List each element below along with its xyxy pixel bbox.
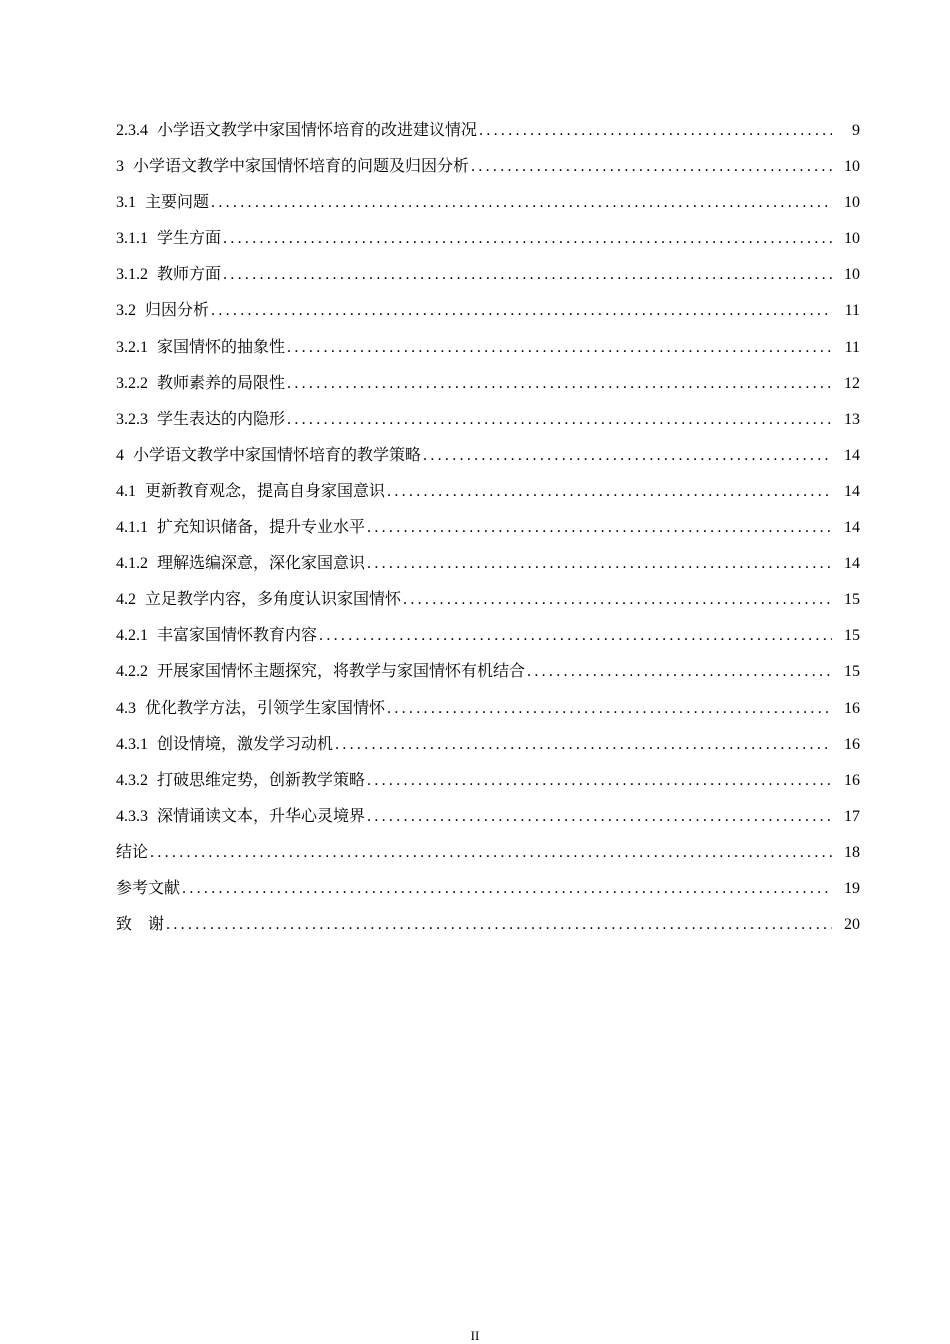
toc-entry[interactable]: [116, 371, 860, 407]
toc-entry[interactable]: [116, 262, 860, 298]
toc-entry-title: 主要问题: [145, 192, 210, 212]
toc-entry-page-number: 14: [844, 519, 860, 537]
toc-dot-leader: [211, 191, 832, 215]
toc-entry[interactable]: [116, 298, 860, 334]
toc-entry-page-number: 10: [844, 194, 860, 212]
toc-entry-title: 丰富家国情怀教育内容: [157, 625, 318, 645]
toc-entry-number: 4.3: [116, 699, 136, 717]
toc-entry-page-number: 10: [844, 266, 860, 284]
table-of-contents: [116, 118, 860, 948]
toc-entry-number: 3.1: [116, 194, 136, 212]
toc-entry-page-number: 10: [844, 158, 860, 176]
toc-entry-title: 归因分析: [145, 300, 210, 320]
toc-entry-page-number: 16: [844, 735, 860, 753]
toc-entry-page-number: 18: [844, 843, 860, 861]
toc-dot-leader: [211, 299, 832, 323]
toc-entry[interactable]: [116, 732, 860, 768]
toc-entry-title: 打破思维定势，创新教学策略: [157, 769, 366, 789]
toc-entry-number: 3.2.1: [116, 338, 148, 356]
toc-dot-leader: [182, 877, 832, 901]
toc-entry[interactable]: [116, 768, 860, 804]
toc-entry-title: 小学语文教学中家国情怀培育的问题及归因分析: [133, 156, 470, 176]
toc-entry-page-number: 14: [844, 446, 860, 464]
toc-entry-title: 结论: [116, 841, 149, 861]
toc-dot-leader: [367, 769, 832, 793]
toc-entry-title: 立足教学内容，多角度认识家国情怀: [145, 589, 402, 609]
toc-entry[interactable]: [116, 912, 860, 948]
toc-entry-title: 开展家国情怀主题探究，将教学与家国情怀有机结合: [157, 661, 526, 681]
toc-entry[interactable]: [116, 876, 860, 912]
toc-dot-leader: [223, 227, 832, 251]
toc-entry-title: 小学语文教学中家国情怀培育的教学策略: [133, 444, 422, 464]
toc-dot-leader: [287, 336, 832, 360]
toc-entry[interactable]: [116, 443, 860, 479]
toc-entry[interactable]: [116, 840, 860, 876]
toc-dot-leader: [479, 119, 832, 143]
toc-dot-leader: [423, 444, 832, 468]
toc-dot-leader: [387, 697, 832, 721]
toc-dot-leader: [287, 408, 832, 432]
toc-entry[interactable]: [116, 335, 860, 371]
toc-dot-leader: [471, 155, 832, 179]
toc-entry-number: 4.3.2: [116, 771, 148, 789]
toc-entry[interactable]: [116, 515, 860, 551]
toc-dot-leader: [403, 588, 832, 612]
toc-entry-page-number: 15: [844, 663, 860, 681]
toc-dot-leader: [367, 805, 832, 829]
toc-entry-page-number: 13: [844, 410, 860, 428]
toc-entry-page-number: 15: [844, 591, 860, 609]
toc-entry-number: 4.2.1: [116, 627, 148, 645]
toc-entry-title: 扩充知识储备，提升专业水平: [157, 517, 366, 537]
toc-entry-title: 教师方面: [157, 264, 222, 284]
toc-entry-page-number: 11: [844, 302, 860, 320]
toc-dot-leader: [223, 263, 832, 287]
toc-entry-page-number: 17: [844, 807, 860, 825]
toc-entry-title: 致 谢: [116, 914, 165, 934]
toc-entry-title: 学生表达的内隐形: [157, 408, 286, 428]
toc-entry-title: 教师素养的局限性: [157, 372, 286, 392]
toc-entry-number: 4.1: [116, 482, 136, 500]
toc-entry[interactable]: [116, 551, 860, 587]
toc-dot-leader: [387, 480, 832, 504]
toc-entry[interactable]: [116, 118, 860, 154]
toc-entry[interactable]: [116, 696, 860, 732]
toc-entry[interactable]: [116, 659, 860, 695]
toc-entry-number: 3: [116, 158, 124, 176]
toc-entry[interactable]: [116, 587, 860, 623]
toc-entry-page-number: 10: [844, 230, 860, 248]
toc-dot-leader: [367, 552, 832, 576]
toc-entry-title: 小学语文教学中家国情怀培育的改进建议情况: [157, 120, 478, 139]
toc-dot-leader: [527, 660, 832, 684]
toc-entry-number: 4.2.2: [116, 663, 148, 681]
toc-entry-number: 4.2: [116, 591, 136, 609]
toc-dot-leader: [287, 372, 832, 396]
toc-entry-title: 深情诵读文本，升华心灵境界: [157, 805, 366, 825]
toc-entry-page-number: 11: [844, 338, 860, 356]
toc-entry-title: 参考文献: [116, 877, 181, 897]
toc-entry-number: 4: [116, 446, 124, 464]
toc-entry-page-number: 14: [844, 555, 860, 573]
toc-entry-number: 3.2.3: [116, 410, 148, 428]
toc-entry-title: 理解选编深意，深化家国意识: [157, 553, 366, 573]
toc-entry-title: 家国情怀的抽象性: [157, 336, 286, 356]
toc-entry-number: 3.2.2: [116, 374, 148, 392]
toc-entry[interactable]: [116, 190, 860, 226]
toc-dot-leader: [319, 624, 832, 648]
toc-entry-page-number: 15: [844, 627, 860, 645]
toc-entry-title: 更新教育观念，提高自身家国意识: [145, 480, 386, 500]
toc-entry[interactable]: [116, 407, 860, 443]
toc-entry-number: 3.1.2: [116, 266, 148, 284]
toc-entry-title: 学生方面: [157, 228, 222, 248]
toc-entry-number: 2.3.4: [116, 122, 148, 139]
toc-entry-page-number: 19: [844, 879, 860, 897]
toc-entry[interactable]: [116, 226, 860, 262]
toc-dot-leader: [150, 841, 832, 865]
toc-entry-title: 创设情境，激发学习动机: [157, 733, 334, 753]
toc-entry[interactable]: [116, 479, 860, 515]
toc-entry-title: 优化教学方法，引领学生家国情怀: [145, 697, 386, 717]
toc-entry[interactable]: [116, 154, 860, 190]
toc-entry[interactable]: [116, 804, 860, 840]
toc-entry-page-number: 12: [844, 374, 860, 392]
toc-dot-leader: [367, 516, 832, 540]
toc-entry-number: 4.3.3: [116, 807, 148, 825]
toc-entry-page-number: 20: [844, 916, 860, 934]
toc-entry-page-number: 9: [852, 122, 860, 139]
toc-entry-number: 3.2: [116, 302, 136, 320]
page-number-footer: II: [470, 1328, 480, 1343]
toc-entry-number: 3.1.1: [116, 230, 148, 248]
toc-dot-leader: [166, 913, 832, 937]
toc-entry-number: 4.1.1: [116, 519, 148, 537]
toc-entry-number: 4.3.1: [116, 735, 148, 753]
toc-entry[interactable]: [116, 623, 860, 659]
toc-entry-page-number: 16: [844, 699, 860, 717]
toc-entry-number: 4.1.2: [116, 555, 148, 573]
toc-dot-leader: [335, 733, 832, 757]
toc-entry-page-number: 16: [844, 771, 860, 789]
toc-entry-page-number: 14: [844, 482, 860, 500]
